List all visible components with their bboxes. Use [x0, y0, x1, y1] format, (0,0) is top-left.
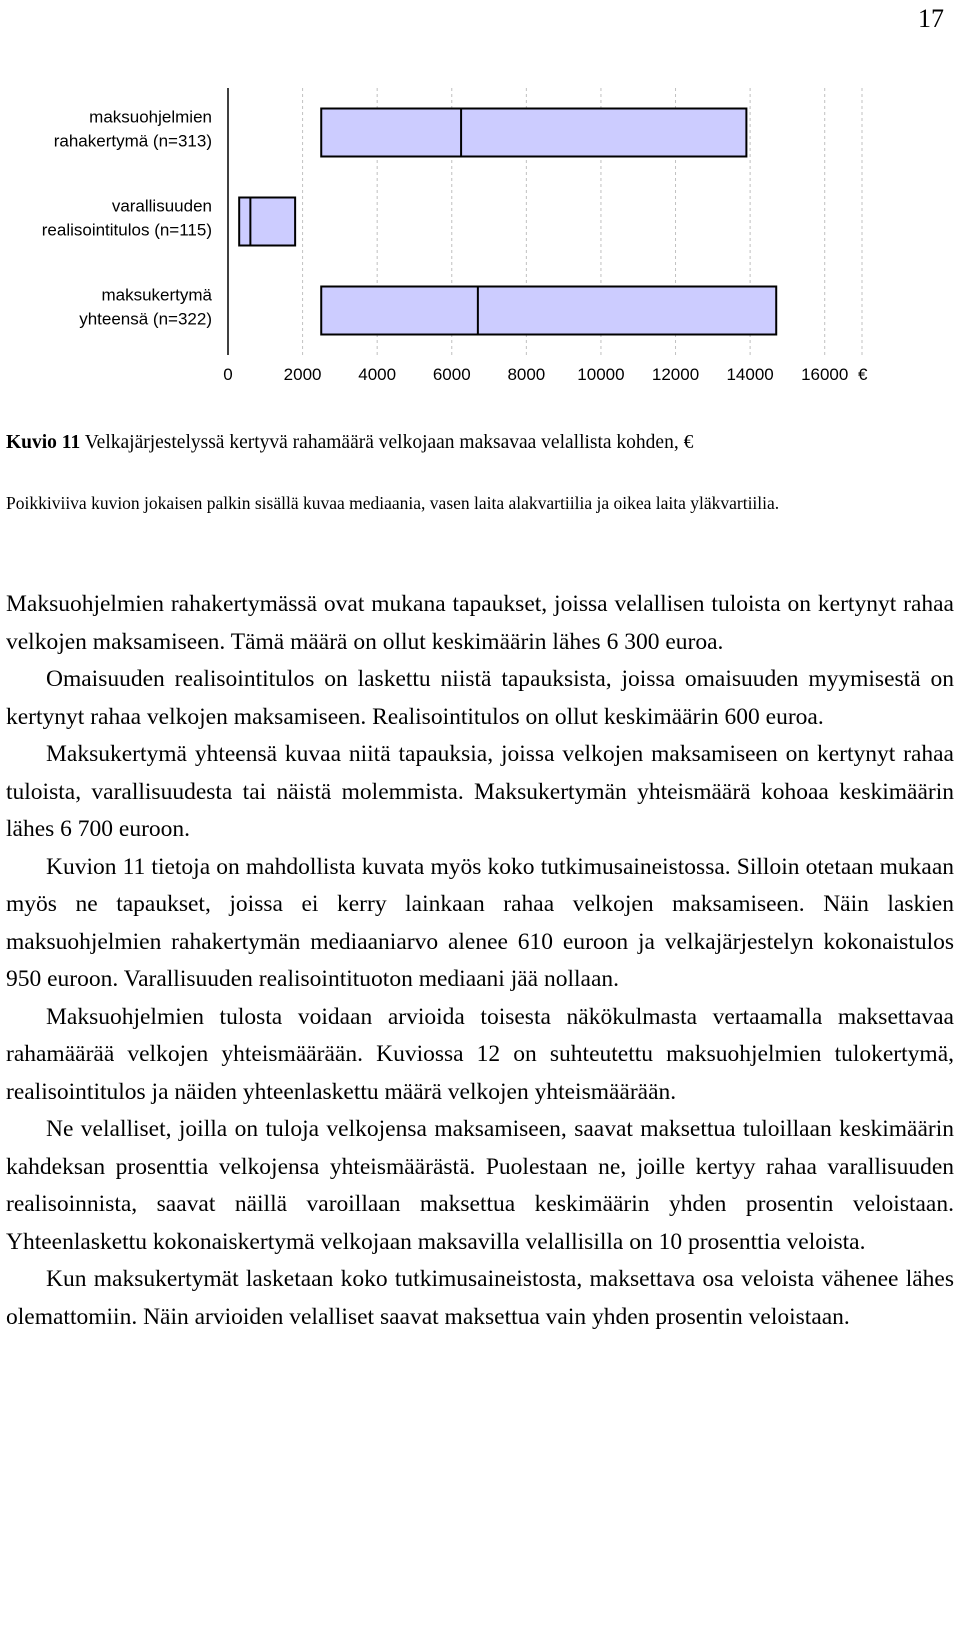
x-tick-label: 6000 [432, 365, 471, 384]
x-tick-label: 10000 [577, 365, 625, 384]
x-tick-label: 2000 [283, 365, 322, 384]
boxplot-chart [0, 70, 960, 410]
category-label-line: maksukertymä [101, 285, 212, 305]
paragraph: Maksuohjelmien rahakertymässä ovat mukana tapaukset, joissa velallisen tuloista on kertynyt rahaa velkojen maksamiseen. Tämä määrä on ollut keskimäärin lähes 6 300 euroa. [6, 591, 954, 655]
paragraph: Maksuohjelmien tulosta voidaan arvioida toisesta näkökulmasta vertaamalla maksettavaa rahamäärää velkojen yhteismäärään. Kuviossa 12 on suhteutettu maksuohjelmien tulokertymä, realisointitulos ja näiden yhteenlaskettu määrä velkojen yhteismäärään. [6, 1003, 954, 1105]
x-tick-label: 12000 [651, 365, 700, 384]
chart-category-labels [42, 108, 213, 329]
box-bar [321, 109, 746, 157]
category-label-line: maksuohjelmien [89, 107, 212, 127]
paragraph: Kun maksukertymät lasketaan koko tutkimusaineistosta, maksettava osa veloista vähenee lähes olemattomiin. Näin arvioiden velalliset saavat maksettua vain yhden prosentin veloistaan. [6, 1266, 954, 1330]
x-tick-label: 14000 [726, 365, 774, 384]
paragraph: Omaisuuden realisointitulos on laskettu niistä tapauksista, joissa omaisuuden myymisestä on kertynyt rahaa velkojen maksamiseen. Realisointitulos on ollut keskimäärin 600 euroa. [6, 666, 954, 730]
figure-caption-label: Kuvio 11 [6, 432, 81, 453]
category-label-line: realisointitulos (n=115) [41, 220, 212, 240]
box-bar [321, 287, 776, 335]
paragraph: Kuvion 11 tietoja on mahdollista kuvata myös koko tutkimusaineistossa. Silloin otetaan mukaan myös ne tapaukset, joissa ei kerry lainkaan rahaa velkojen maksamiseen. Näin laskien maksuohjelmien rahakertymän mediaaniarvo alenee 610 euroon ja velkajärjestelyn kokonaistulos 950 euroon. Varallisuuden realisointituoton mediaani jää nollaan. [6, 853, 954, 992]
figure-note: Poikkiviiva kuvion jokaisen palkin sisällä kuvaa mediaania, vasen laita alakvartiilia ja oikea laita yläkvartiilia. [6, 493, 780, 513]
paragraph: Maksukertymä yhteensä kuvaa niitä tapauksia, joissa velkojen maksamiseen on kertynyt rahaa tuloista, varallisuudesta tai näistä molemmista. Maksukertymän yhteismäärä kohoaa keskimäärin lähes 6 700 euroon. [6, 741, 954, 842]
paragraph: Ne velalliset, joilla on tuloja velkojensa maksamiseen, saavat maksettua tuloillaan keskimäärin kahdeksan prosenttia velkojensa yhteismäärästä. Puolestaan ne, joille kertyy rahaa varallisuuden realisoinnista, saavat näillä varoillaan maksettua keskimäärin yhden prosentin veloistaan. Yhteenlaskettu kokonaiskertymä velkojaan maksavilla velallisilla on 10 prosenttia veloista. [6, 1116, 954, 1255]
x-tick-label: 0 [223, 365, 233, 384]
figure-caption-text: Velkajärjestelyssä kertyvä rahamäärä velkojaan maksavaa velallista kohden, € [84, 432, 694, 453]
x-unit-label: € [857, 365, 868, 384]
page-number: 17 [918, 4, 944, 33]
category-label [54, 108, 212, 151]
category-label-line: rahakertymä (n=313) [53, 131, 212, 151]
category-label [79, 286, 212, 329]
chart-tick-labels [223, 365, 868, 384]
x-tick-label: 8000 [507, 365, 546, 384]
x-tick-label: 16000 [801, 365, 849, 384]
figure-caption [6, 432, 956, 454]
category-label-line: yhteensä (n=322) [79, 309, 212, 329]
category-label [42, 197, 212, 240]
chart-bars [239, 109, 776, 335]
box-bar [239, 198, 295, 246]
body-text [6, 586, 954, 1336]
x-tick-label: 4000 [358, 365, 397, 384]
category-label-line: varallisuuden [111, 196, 212, 216]
